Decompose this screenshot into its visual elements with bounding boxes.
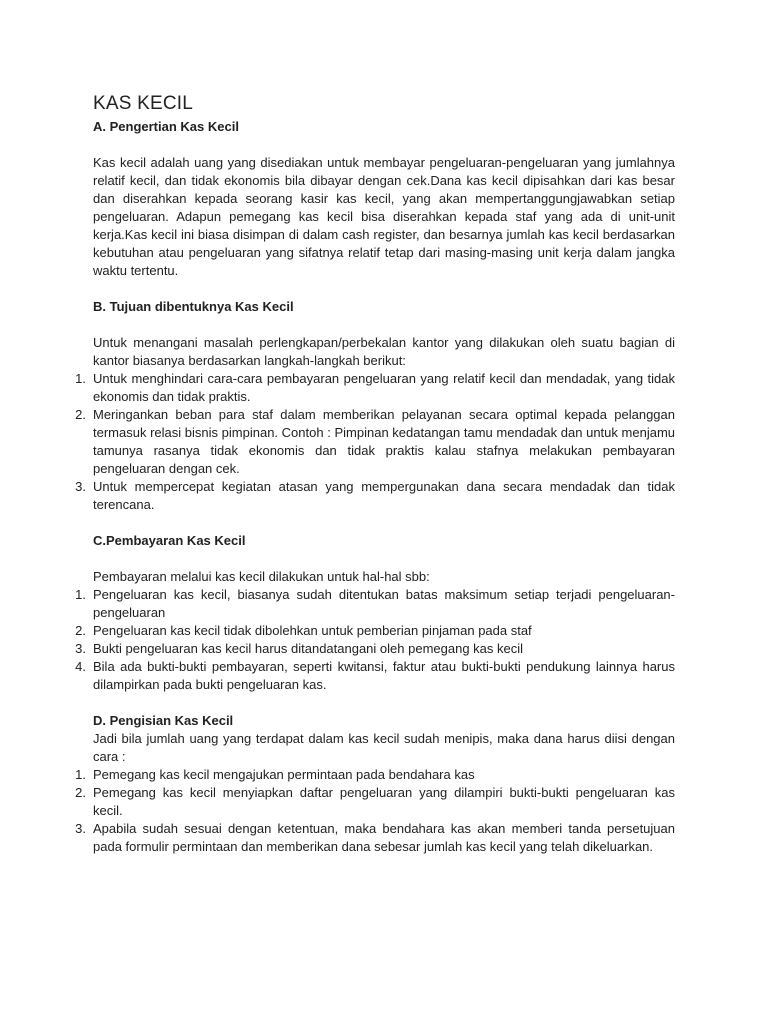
list-number: 2. <box>75 407 86 422</box>
list-item <box>75 370 675 406</box>
spacer <box>93 514 675 532</box>
list-item <box>75 658 675 694</box>
spacer <box>93 550 675 568</box>
list-item-text: Bila ada bukti-bukti pembayaran, seperti kwitansi, faktur atau bukti-bukti pendukung lainnya harus dilampirkan pada bukti pengeluaran kas. <box>93 659 675 692</box>
list-item-text: Untuk menghindari cara-cara pembayaran pengeluaran yang relatif kecil dan mendadak, yang tidak ekonomis dan tidak praktis. <box>93 371 675 404</box>
document-page <box>75 92 675 856</box>
list-item-text: Bukti pengeluaran kas kecil harus ditandatangani oleh pemegang kas kecil <box>93 641 524 656</box>
list-number: 1. <box>75 371 86 386</box>
list-number: 3. <box>75 641 86 656</box>
list-item-text: Pengeluaran kas kecil, biasanya sudah ditentukan batas maksimum setiap terjadi pengeluaran-pengeluaran <box>93 587 675 620</box>
section-tujuan <box>75 298 675 514</box>
list-item <box>75 640 675 658</box>
list-item-text: Pengeluaran kas kecil tidak dibolehkan untuk pemberian pinjaman pada staf <box>93 623 532 638</box>
list-number: 1. <box>75 767 86 782</box>
list-number: 2. <box>75 785 86 800</box>
spacer <box>93 694 675 712</box>
list-number: 3. <box>75 821 86 836</box>
spacer <box>93 136 675 154</box>
section-paragraph: Pembayaran melalui kas kecil dilakukan untuk hal-hal sbb: <box>93 569 430 584</box>
list-item <box>75 406 675 478</box>
section-pengertian <box>93 118 675 280</box>
list-item <box>75 820 675 856</box>
list-item-text: Pemegang kas kecil mengajukan permintaan pada bendahara kas <box>93 767 475 782</box>
section-heading: B. Tujuan dibentuknya Kas Kecil <box>93 299 294 314</box>
section-paragraph: Jadi bila jumlah uang yang terdapat dalam kas kecil sudah menipis, maka dana harus diisi dengan cara : <box>93 731 675 764</box>
numbered-list <box>75 586 675 694</box>
list-number: 1. <box>75 587 86 602</box>
section-pengisian <box>75 712 675 856</box>
section-paragraph: Untuk menangani masalah perlengkapan/perbekalan kantor yang dilakukan oleh suatu bagian di kantor biasanya berdasarkan langkah-langkah berikut: <box>93 335 675 368</box>
list-item <box>75 766 675 784</box>
document-title: KAS KECIL <box>93 93 194 114</box>
list-item <box>75 622 675 640</box>
list-item-text: Untuk mempercepat kegiatan atasan yang mempergunakan dana secara mendadak dan tidak terencana. <box>93 479 675 512</box>
list-item-text: Pemegang kas kecil menyiapkan daftar pengeluaran yang dilampiri bukti-bukti pengeluaran kas kecil. <box>93 785 675 818</box>
list-number: 2. <box>75 623 86 638</box>
numbered-list <box>75 370 675 514</box>
list-item-text: Meringankan beban para staf dalam memberikan pelayanan secara optimal kepada pelanggan termasuk relasi bisnis pimpinan. Contoh : Pimpinan kedatangan tamu mendadak dan untuk menjamu tamunya rasanya tidak ekonomis dan tidak praktis kalau stafnya melakukan pembayaran pengeluaran dengan cek. <box>93 407 675 476</box>
list-item <box>75 478 675 514</box>
spacer <box>93 316 675 334</box>
list-number: 4. <box>75 659 86 674</box>
list-item <box>75 784 675 820</box>
section-heading: D. Pengisian Kas Kecil <box>93 713 234 728</box>
section-paragraph: Kas kecil adalah uang yang disediakan untuk membayar pengeluaran-pengeluaran yang jumlahnya relatif kecil, dan tidak ekonomis bila dibayar dengan cek.Dana kas kecil dipisahkan dari kas besar dan diserahkan kepada seorang kasir kas kecil, yang akan mempertanggungjawabkan setiap pengeluaran. Adapun pemegang kas kecil bisa diserahkan kepada staf yang ada di unit-unit kerja.Kas kecil ini biasa disimpan di dalam cash register, dan besarnya jumlah kas kecil berdasarkan kebutuhan atau pengeluaran yang sifatnya relatif tetap dari masing-masing unit kerja dalam jangka waktu tertentu. <box>93 155 675 278</box>
section-heading: A. Pengertian Kas Kecil <box>93 119 239 134</box>
section-pembayaran <box>75 532 675 694</box>
numbered-list <box>75 766 675 856</box>
spacer <box>93 280 675 298</box>
list-item <box>75 586 675 622</box>
section-heading: C.Pembayaran Kas Kecil <box>93 533 246 548</box>
list-item-text: Apabila sudah sesuai dengan ketentuan, maka bendahara kas akan memberi tanda persetujuan pada formulir permintaan dan memberikan dana sebesar jumlah kas kecil yang telah dikeluarkan. <box>93 821 675 854</box>
list-number: 3. <box>75 479 86 494</box>
